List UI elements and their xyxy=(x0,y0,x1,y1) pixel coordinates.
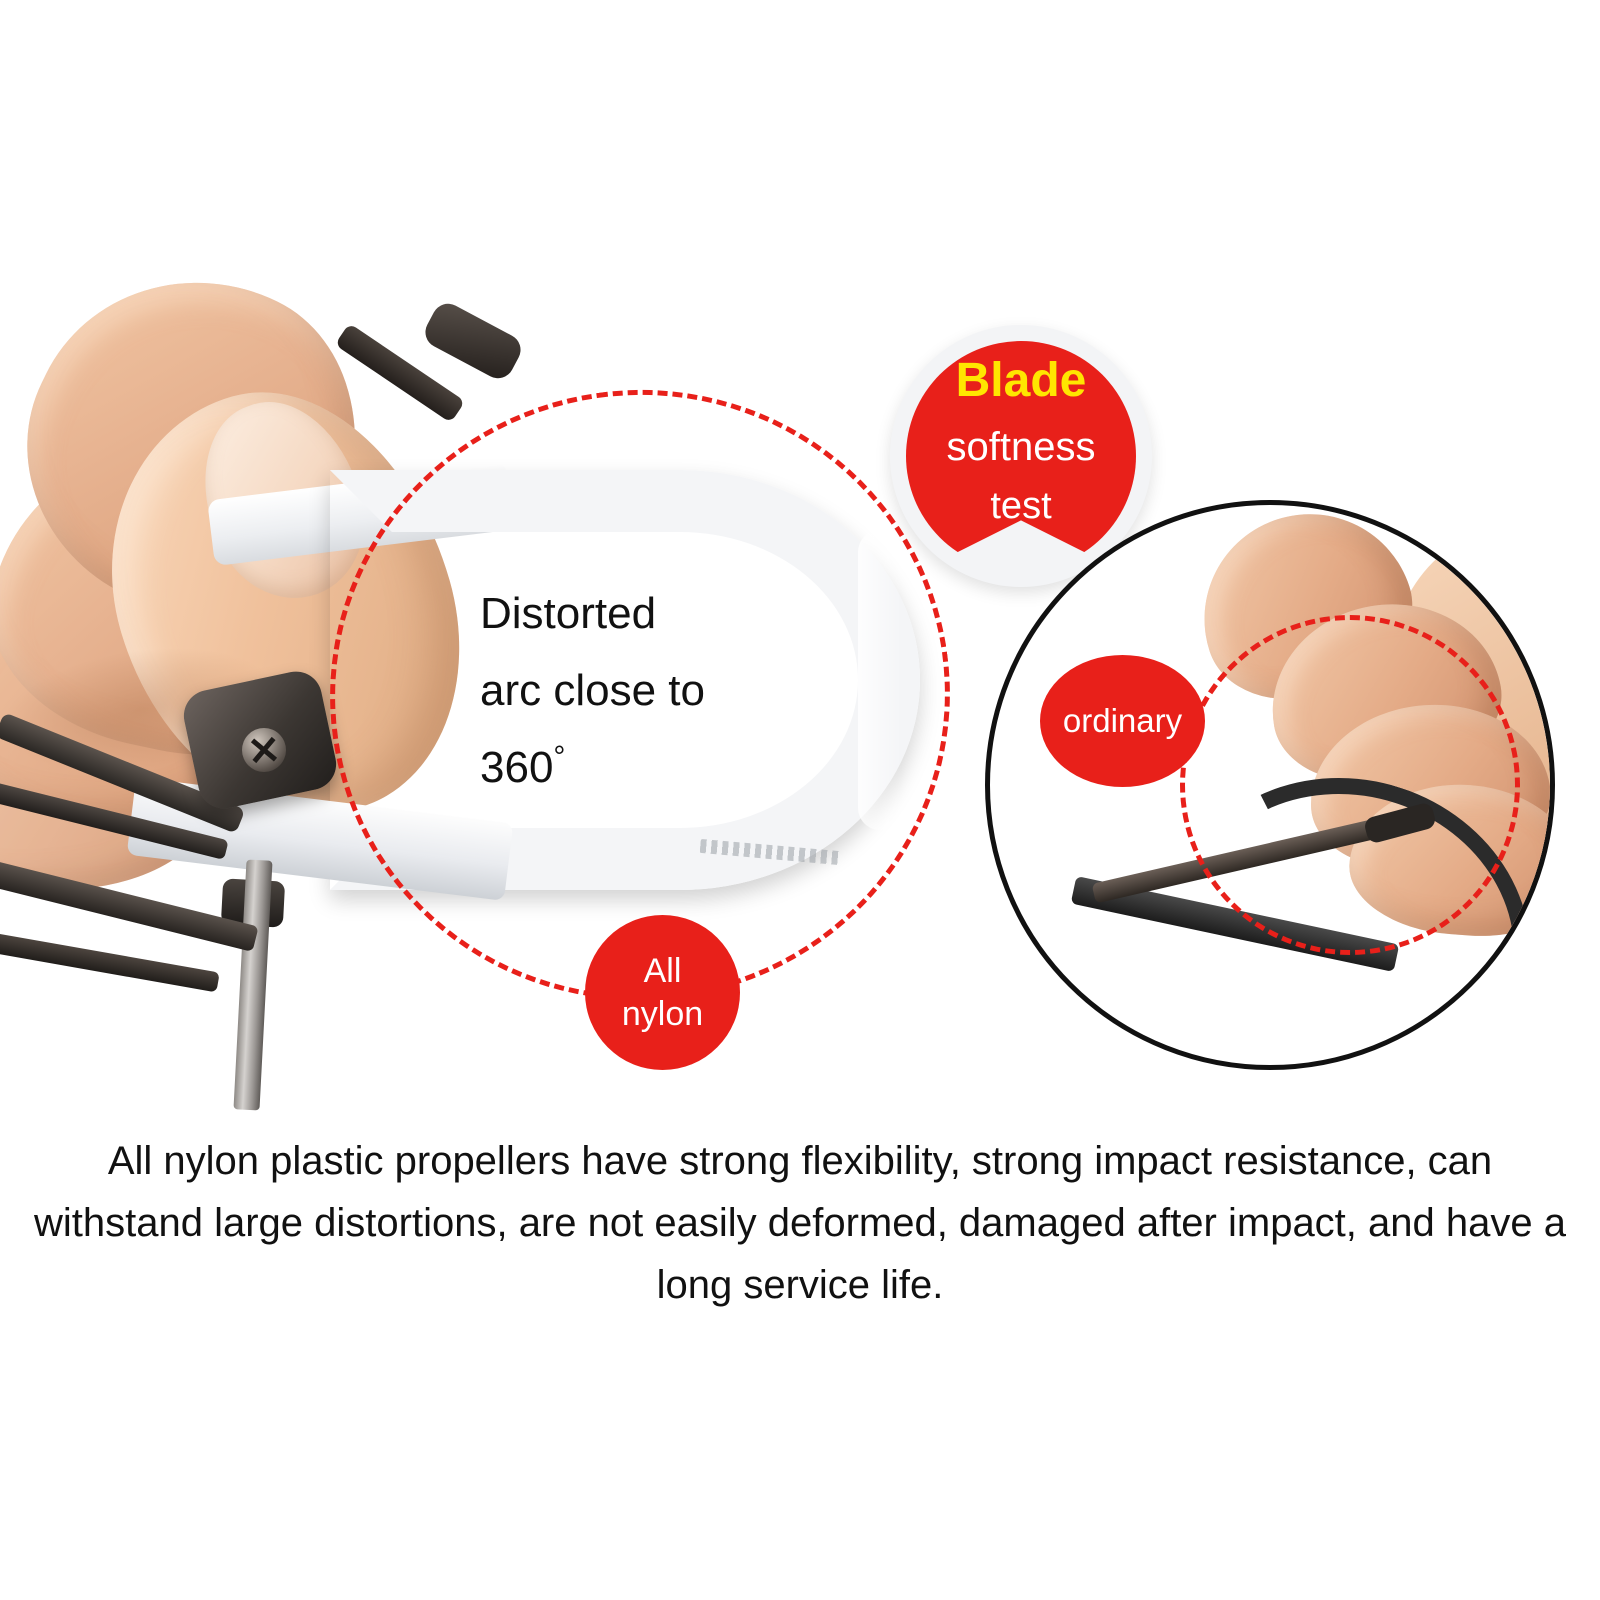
caption-line-1: Distorted xyxy=(480,589,657,638)
ordinary-blade-inset-photo xyxy=(985,500,1555,1070)
degree-symbol: ° xyxy=(553,740,566,774)
label-all-nylon-line1: All xyxy=(643,952,682,990)
product-description: All nylon plastic propellers have strong flexibility, strong impact resistance, can withstand large distortions, are not easily deformed, damaged after impact, and have a long service life. xyxy=(34,1139,1566,1307)
inset-dashed-highlight-circle xyxy=(1180,615,1520,955)
lower-linkage-arm-secondary xyxy=(0,928,220,993)
caption-line-2: arc close to xyxy=(480,666,705,715)
caption-line-3 xyxy=(480,729,810,806)
label-all-nylon-line2: nylon xyxy=(621,994,704,1033)
distortion-caption xyxy=(480,575,810,806)
badge-title: Blade xyxy=(955,354,1087,407)
badge-subtitle-line2: test xyxy=(990,485,1052,527)
badge-subtitle-line1: softness xyxy=(946,425,1096,469)
label-all-nylon xyxy=(585,915,740,1070)
rotor-screw xyxy=(242,728,286,772)
caption-angle-value: 360 xyxy=(480,743,554,792)
label-ordinary: ordinary xyxy=(1040,655,1205,787)
